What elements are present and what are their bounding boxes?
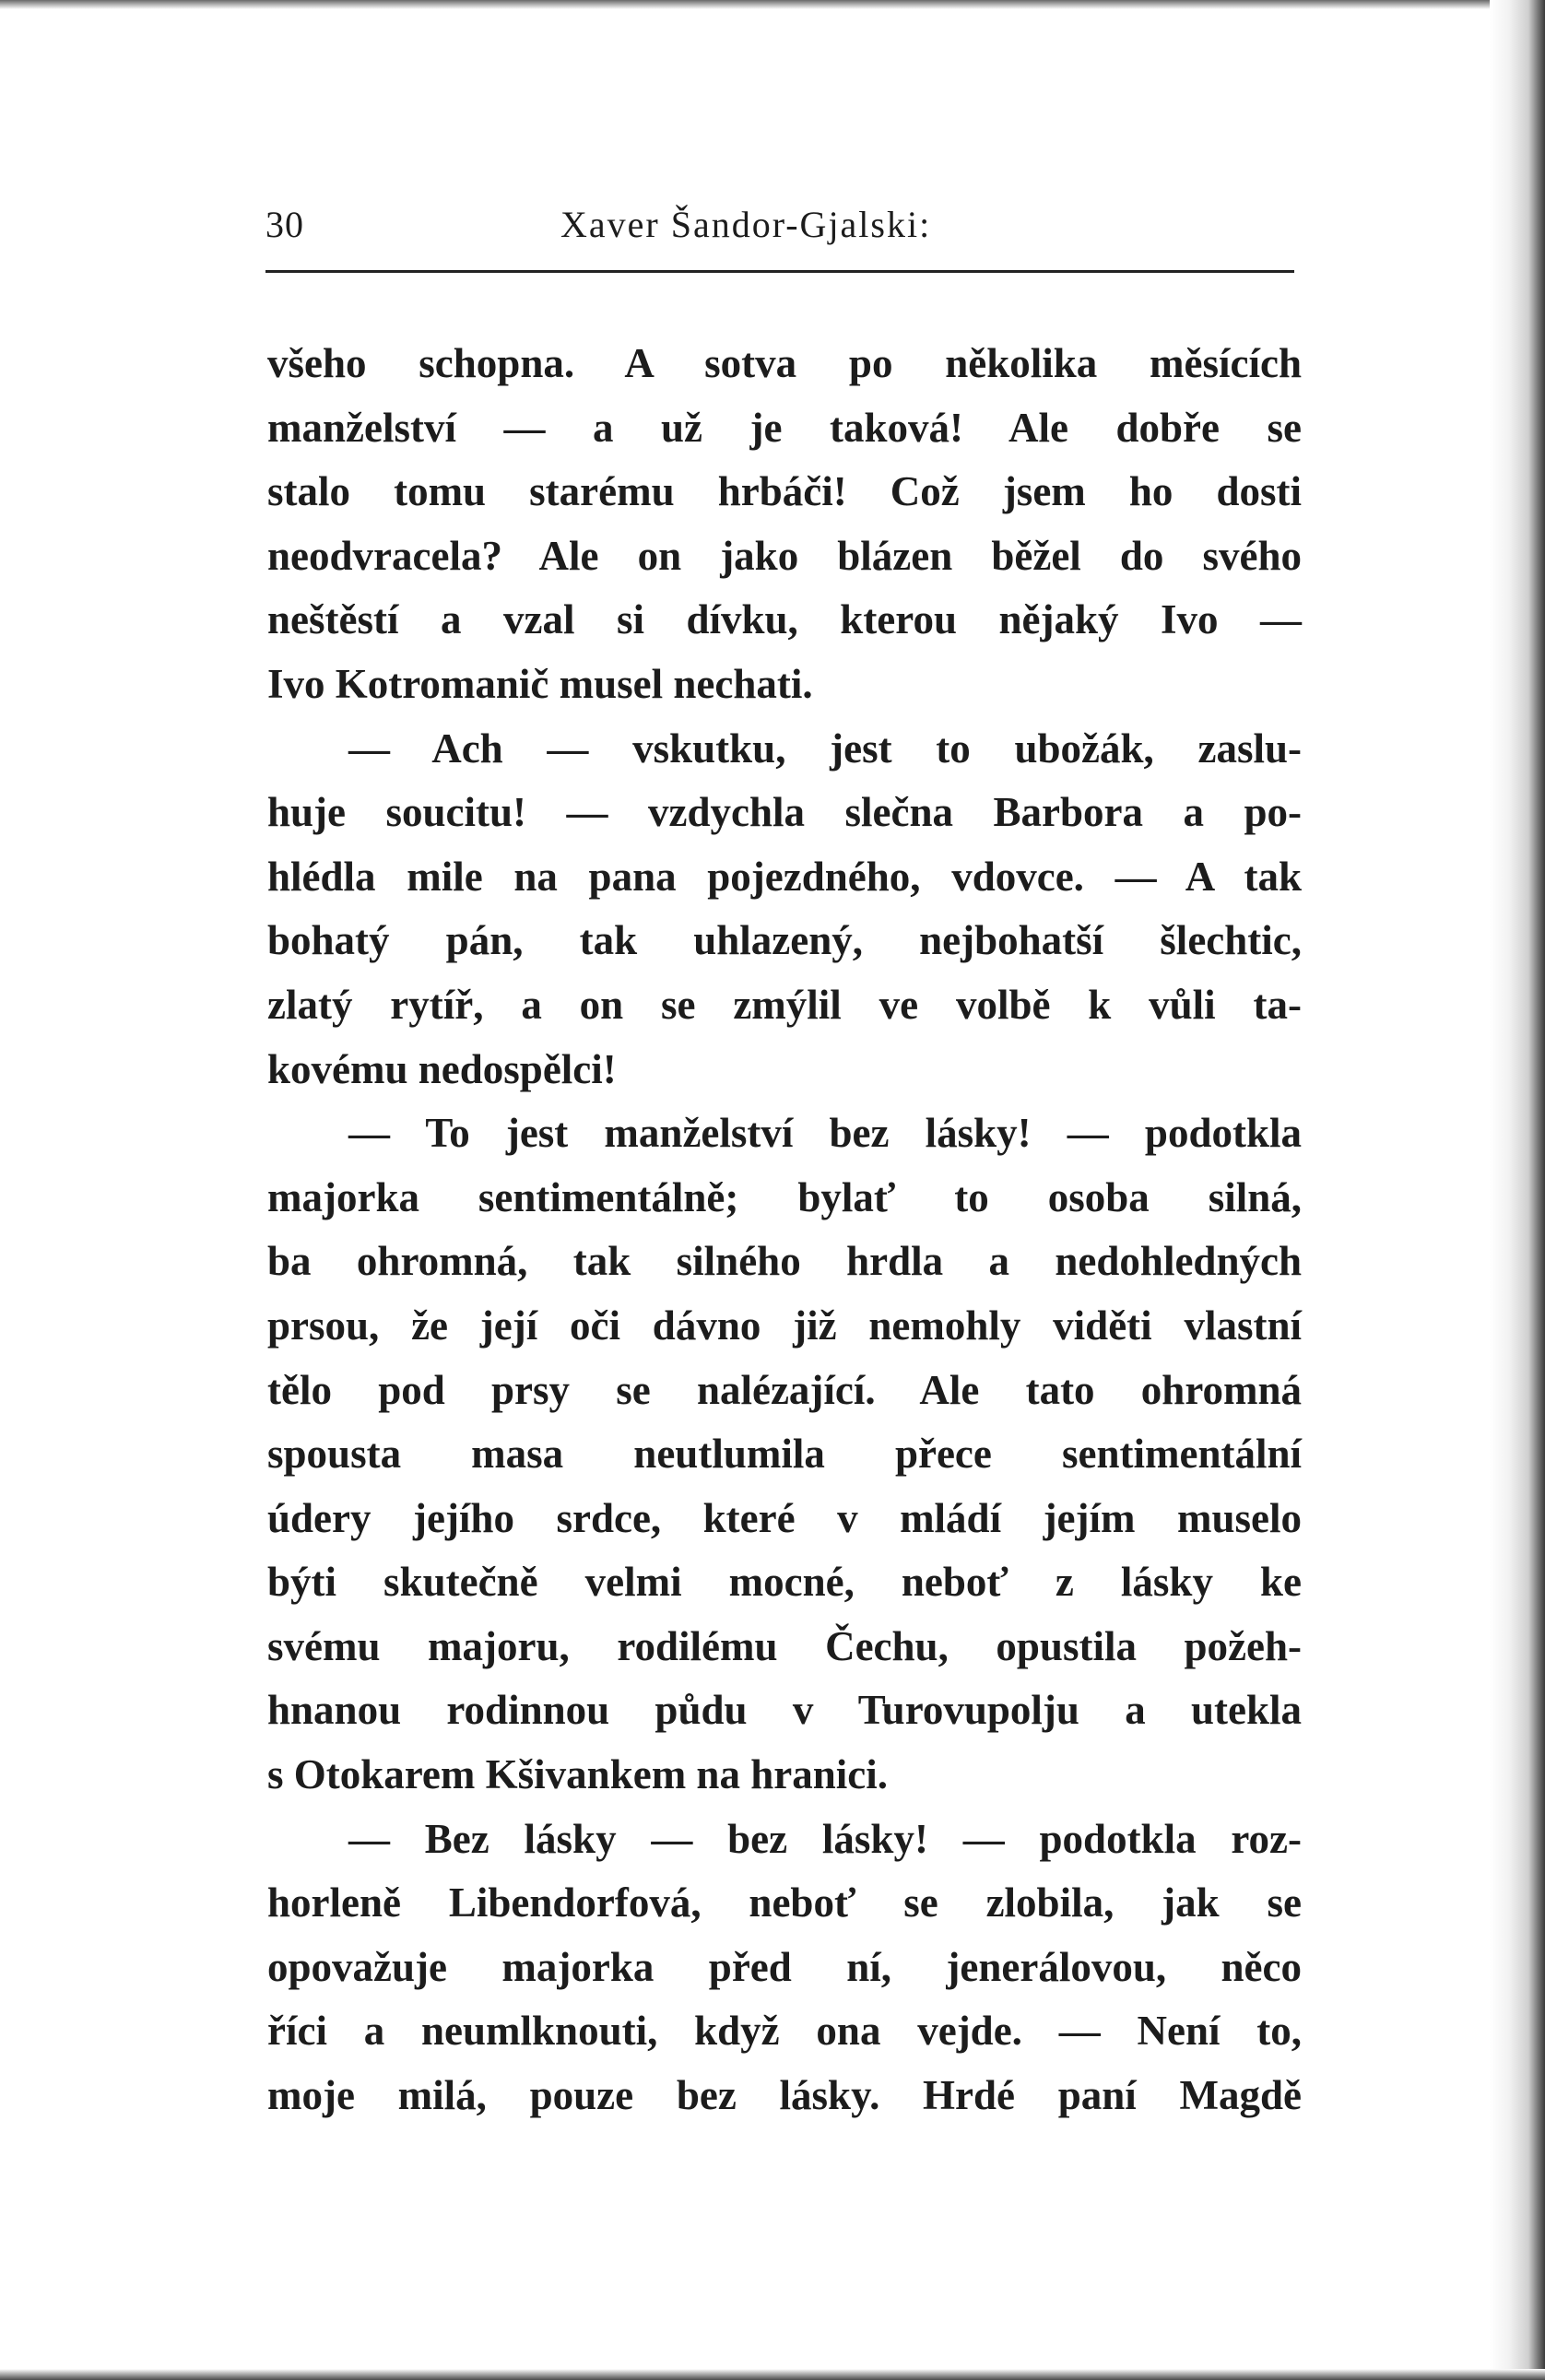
text-line: tělo pod prsy se nalézající. Ale tato ohromná: [267, 1366, 1302, 1413]
text-line: všeho schopna. A sotva po několika měsících: [267, 340, 1302, 386]
text-line: kovému nedospělci!: [267, 1045, 617, 1092]
text-line: zlatý rytíř, a on se zmýlil ve volbě k vůli ta-: [267, 981, 1302, 1028]
text-line: opovažuje majorka před ní, jenerálovou, něco: [267, 1943, 1302, 1990]
text-line: — Bez lásky — bez lásky! — podotkla roz-: [348, 1815, 1302, 1862]
text-line: — To jest manželství bez lásky! — podotkla: [348, 1110, 1302, 1157]
text-line: Ivo Kotromanič musel nechati.: [267, 660, 813, 707]
text-line: ba ohromná, tak silného hrdla a nedohledných: [267, 1238, 1302, 1285]
text-line: majorka sentimentálně; bylať to osoba silná,: [267, 1173, 1302, 1220]
text-line: manželství — a už je taková! Ale dobře se: [267, 404, 1302, 451]
text-line: stalo tomu starému hrbáči! Což jsem ho dosti: [267, 468, 1302, 515]
text-line: neštěstí a vzal si dívku, kterou nějaký Ivo —: [267, 596, 1302, 643]
scan-bottom-edge: [0, 2369, 1545, 2380]
scan-top-edge: [0, 0, 1545, 9]
text-line: hlédla mile na pana pojezdného, vdovce. — A tak: [267, 853, 1302, 900]
text-line: s Otokarem Kšivankem na hranici.: [267, 1751, 888, 1798]
text-line: bohatý pán, tak uhlazený, nejbohatší šlechtic,: [267, 917, 1302, 964]
text-line: horleně Libendorfová, neboť se zlobila, jak se: [267, 1879, 1302, 1926]
header-rule: [265, 270, 1294, 273]
text-line: svému majoru, rodilému Čechu, opustila požeh-: [267, 1622, 1302, 1669]
running-title: Xaver Šandor-Gjalski:: [560, 204, 932, 245]
running-head: [265, 203, 1294, 258]
text-line: hnanou rodinnou půdu v Turovupolju a utekla: [267, 1687, 1302, 1734]
text-line: spousta masa neutlumila přece sentimentální: [267, 1431, 1302, 1478]
text-line: moje milá, pouze bez lásky. Hrdé paní Magdě: [267, 2072, 1302, 2119]
text-line: prsou, že její oči dávno již nemohly viděti vlastní: [267, 1302, 1302, 1349]
body-text: [267, 332, 1302, 2128]
text-line: údery jejího srdce, které v mládí jejím muselo: [267, 1494, 1302, 1541]
text-line: říci a neumlknouti, když ona vejde. — Není to,: [267, 2008, 1302, 2055]
text-line: — Ach — vskutku, jest to ubožák, zaslu-: [348, 725, 1302, 772]
page-number: 30: [265, 204, 304, 245]
text-line: býti skutečně velmi mocné, neboť z lásky ke: [267, 1559, 1302, 1606]
text-line: huje soucitu! — vzdychla slečna Barbora a po-: [267, 789, 1302, 836]
scan-right-edge: [1490, 0, 1545, 2380]
text-line: neodvracela? Ale on jako blázen běžel do svého: [267, 532, 1302, 579]
